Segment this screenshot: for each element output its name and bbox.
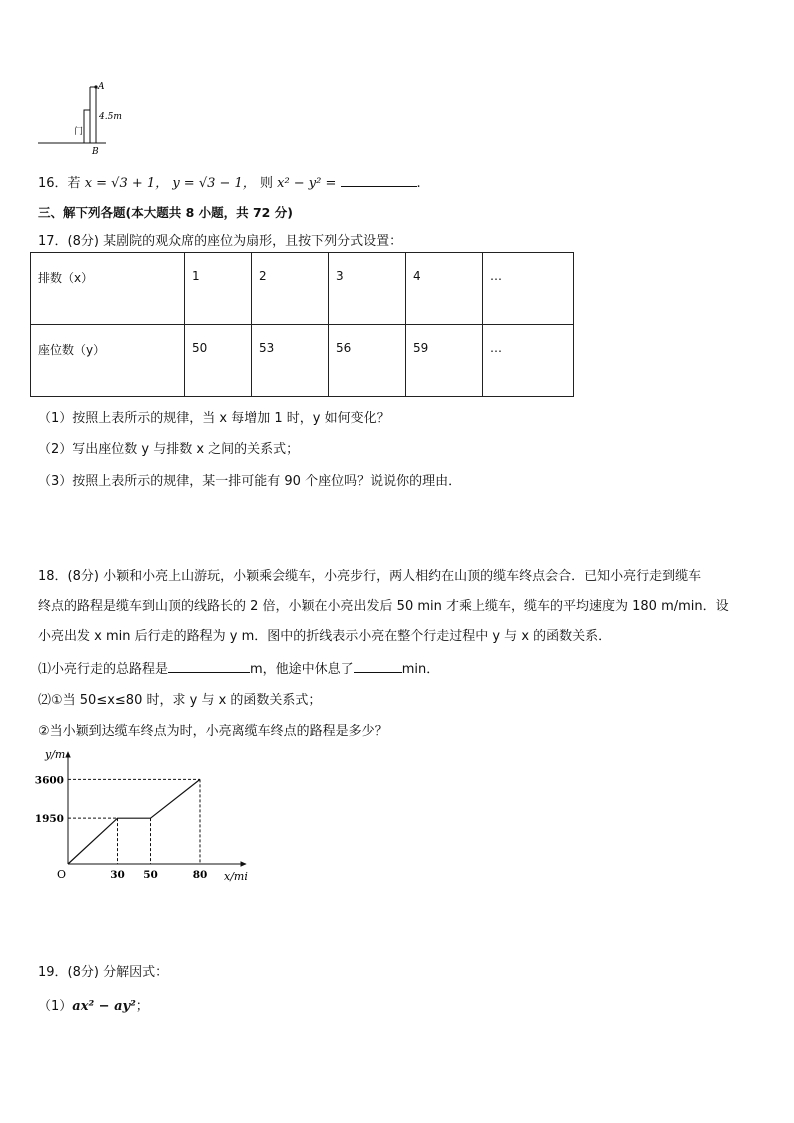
y-tick-label: 3600 xyxy=(34,774,64,787)
table-header-rows: 排数（x） xyxy=(31,253,185,325)
q16-prefix: 16．若 xyxy=(38,176,81,191)
q18-distance-blank[interactable] xyxy=(168,660,250,673)
table-cell: … xyxy=(483,325,574,397)
table-cell: 1 xyxy=(185,253,252,325)
origin-label: O xyxy=(57,868,67,881)
q18-sub2: ⑵①当 50≤x≤80 时，求 y 与 x 的函数关系式； xyxy=(38,693,322,708)
q18-line1: 18．(8分) 小颖和小亮上山游玩，小颖乘会缆车，小亮步行，两人相约在山顶的缆车终点会合．已知小亮行走到缆车 xyxy=(38,569,702,584)
q19-sub1-end: ； xyxy=(135,999,149,1014)
table-cell: 53 xyxy=(252,325,329,397)
q17-sub2: （2）写出座位数 y 与排数 x 之间的关系式； xyxy=(38,442,300,457)
q19-sub1-expr: ax² − ay² xyxy=(72,999,136,1014)
q18-line3: 小亮出发 x min 后行走的路程为 y m．图中的折线表示小亮在整个行走过程中 y 与 x 的函数关系． xyxy=(38,629,612,644)
q16-expr-x: x = √3 + 1， xyxy=(84,176,169,191)
table-cell: 59 xyxy=(406,325,483,397)
q16-answer-blank[interactable] xyxy=(341,174,417,187)
y-tick-label: 1950 xyxy=(34,813,64,826)
label-b: B xyxy=(92,147,99,157)
q17-stem: 17．(8分) 某剧院的观众席的座位为扇形，且按下列分式设置： xyxy=(38,234,403,249)
table-cell: 4 xyxy=(406,253,483,325)
wall-figure xyxy=(30,78,140,158)
x-tick-label: 50 xyxy=(143,869,158,881)
q16-expr-y: y = √3 − 1， xyxy=(172,176,256,191)
x-axis-label: x/mi xyxy=(224,870,248,883)
q18-sub1-a: ⑴小亮行走的总路程是 xyxy=(38,662,169,677)
table-row xyxy=(31,325,574,397)
q19-stem: 19．(8分) 分解因式： xyxy=(38,965,169,980)
section3-title: 三、解下列各题(本大题共 8 小题，共 72 分) xyxy=(38,205,293,220)
table-cell: 2 xyxy=(252,253,329,325)
q17-sub1: （1）按照上表所示的规律，当 x 每增加 1 时，y 如何变化？ xyxy=(38,411,390,426)
q18-sub1 xyxy=(38,658,439,677)
table-header-seats: 座位数（y） xyxy=(31,325,185,397)
seat-table xyxy=(30,252,574,397)
table-cell: 50 xyxy=(185,325,252,397)
q18-sub3: ②当小颖到达缆车终点为时，小亮离缆车终点的路程是多少？ xyxy=(38,724,388,739)
x-tick-label: 80 xyxy=(192,869,208,881)
table-cell: 3 xyxy=(329,253,406,325)
q18-line2: 终点的路程是缆车到山顶的线路长的 2 倍，小颖在小亮出发后 50 min 才乘上缆车，缆车的平均速度为 180 m/min．设 xyxy=(38,599,729,614)
walk-chart xyxy=(30,742,260,887)
q19-sub1 xyxy=(38,995,149,1014)
q18-sub1-b: m，他途中休息了 xyxy=(250,662,354,677)
height-label: 4.5m xyxy=(99,112,122,122)
door-rect xyxy=(84,110,90,143)
label-a: A xyxy=(98,82,105,92)
q17-sub3: （3）按照上表所示的规律，某一排可能有 90 个座位吗？说说你的理由． xyxy=(38,474,462,489)
q16-end: . xyxy=(416,176,421,191)
q16-line xyxy=(38,172,421,191)
q16-expr-target: x² − y² = xyxy=(277,176,337,191)
series-line xyxy=(68,779,200,864)
q16-then: 则 xyxy=(259,176,273,191)
table-row xyxy=(31,253,574,325)
door-label: 门 xyxy=(74,127,84,137)
table-cell: 56 xyxy=(329,325,406,397)
y-axis-label: y/m xyxy=(45,748,66,761)
table-cell: … xyxy=(483,253,574,325)
q18-sub1-c: min． xyxy=(401,662,440,677)
q18-rest-blank[interactable] xyxy=(354,660,402,673)
x-tick-label: 30 xyxy=(110,869,125,881)
q19-sub1-label: （1） xyxy=(38,999,73,1014)
